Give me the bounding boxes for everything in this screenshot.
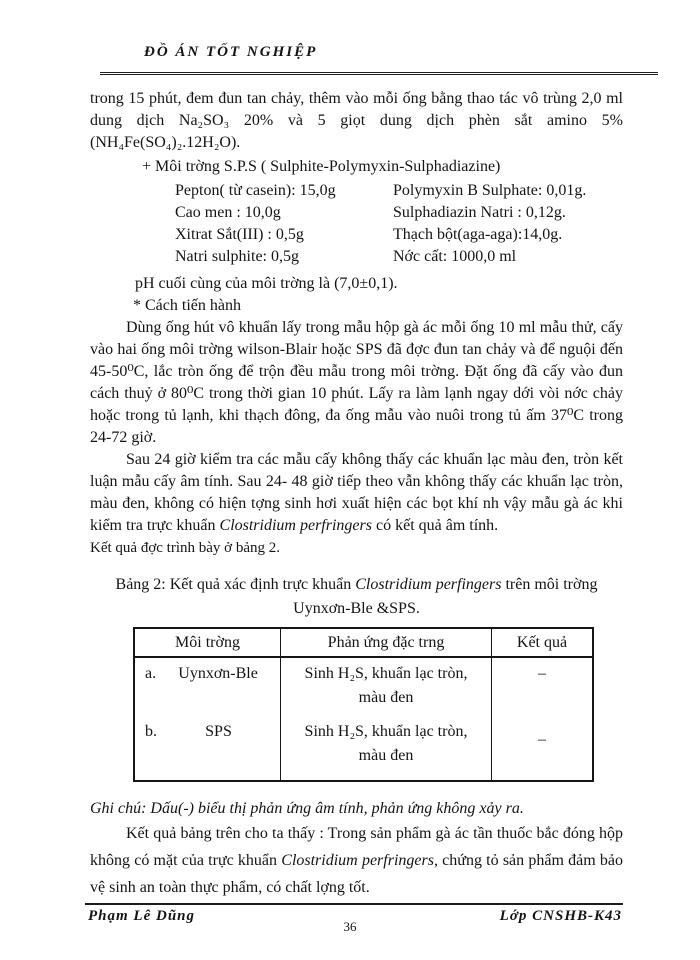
caption-text: Bảng 2: Kết quả xác định trực khuẩn — [115, 576, 356, 593]
medium-name: Uynxơn-Ble — [178, 665, 258, 682]
page-header-title: ĐỒ ÁN TỐT NGHIỆP — [144, 44, 318, 60]
table-caption-line1 — [90, 573, 623, 597]
medium-name: SPS — [205, 723, 232, 740]
results-note-line: Kết quả đợc trình bày ở bảng 2. — [90, 540, 280, 556]
result-negative: – — [538, 665, 546, 682]
results-table — [133, 627, 594, 782]
reaction-line: màu đen — [358, 747, 414, 764]
ingredient-item: Nớc cất: 1000,0 ml — [393, 248, 517, 265]
table-cell-reactions — [281, 658, 492, 780]
page-number: 36 — [343, 919, 357, 934]
ingredient-row — [90, 224, 623, 246]
table-header-medium: Môi trờng — [135, 629, 281, 658]
result-negative: – — [538, 731, 546, 748]
ingredient-list — [90, 180, 623, 268]
header-divider — [100, 72, 658, 75]
footer-class: Lớp CNSHB-K43 — [499, 908, 622, 924]
paragraph-results — [90, 449, 623, 537]
species-name: Clostridium perfringers — [219, 517, 372, 534]
row-label: b. — [145, 723, 157, 740]
paragraph-sample-prep: trong 15 phút, đem đun tan chảy, thêm vào mỗi ống bằng thao tác vô trùng 2,0 ml dung dịch Na₂SO₃ 20% và 5 giọt dung dịch phèn sắt amino 5%(NH₄Fe(SO₄)₂.12H₂O). — [90, 90, 623, 151]
ingredient-item: Natri sulphite: 0,5g — [175, 248, 299, 265]
table-caption — [90, 573, 623, 621]
ph-line: pH cuối cùng của môi trờng là (7,0±0,1). — [135, 275, 398, 292]
paragraph-procedure: Dùng ống hút vô khuẩn lấy trong mẫu hộp gà ác mỗi ống 10 ml mẫu thử, cấy vào hai ống môi trờng wilson-Blair hoặc SPS đã đợc đun tan chảy và để nguội đến 45-50⁰C, lắc tròn ống để trộn đều mẫu trong môi trờng. Đặt ống đã cấy vào đun cách thuỷ ở 80⁰C trong thời gian 10 phút. Lấy ra làm lạnh ngay dới vòi nớc chảy hoặc trong tủ lạnh, khi thạch đông, đa ống mẫu vào nuôi trong tủ ấm 37⁰C trong 24-72 giờ. — [90, 319, 623, 446]
ingredient-row — [90, 180, 623, 202]
table-row-b-medium — [135, 720, 280, 744]
table-header-reaction: Phản ứng đặc trng — [281, 629, 492, 658]
row-spacer — [281, 710, 491, 720]
ingredient-row — [90, 202, 623, 224]
ingredient-item: Polymyxin B Sulphate: 0,01g. — [393, 182, 587, 199]
table-body — [135, 658, 592, 780]
table-caption-line2: Uynxơn-Ble &SPS. — [293, 600, 420, 617]
footer-divider — [85, 903, 623, 905]
ingredient-item: Pepton( từ casein): 15,0g — [175, 182, 336, 199]
paragraph-conclusion — [90, 820, 623, 901]
ingredient-item: Cao men : 10,0g — [175, 204, 281, 221]
sps-medium-line: + Môi trờng S.P.S ( Sulphite-Polymyxin-Sulphadiazine) — [142, 158, 501, 175]
species-name: Clostridium perfingers — [355, 576, 502, 593]
table-header-result: Kết quả — [492, 629, 592, 658]
reaction-line: Sinh H₂S, khuẩn lạc tròn, — [304, 723, 468, 740]
footer-author: Phạm Lê Dũng — [88, 908, 196, 924]
ingredient-item: Thạch bột(aga-aga):14,0g. — [393, 226, 563, 243]
paragraph-results-text: có kết quả âm tính. — [371, 517, 499, 534]
table-cell-results — [492, 658, 592, 780]
paragraph-results-text: Sau 24 giờ kiểm tra các mẫu cấy không thấy các khuẩn lạc màu đen, tròn kết luận mẫu cấy âm tính. Sau 24- 48 giờ tiếp theo vẫn không thấy các khuẩn lạc tròn, màu đen, không có hiện tợng sinh hơi xuất hiện các bọt khí nh vậy mẫu gà ác khi kiểm tra trực khuẩn — [90, 451, 623, 534]
row-label: a. — [145, 665, 157, 682]
reaction-line: Sinh H₂S, khuẩn lạc tròn, — [304, 665, 468, 682]
document-body — [90, 88, 623, 901]
table-row-a-medium — [135, 662, 280, 686]
reaction-line: màu đen — [358, 689, 414, 706]
ingredient-item: Sulphadiazin Natri : 0,12g. — [393, 204, 566, 221]
conclusion-text: , chứng tỏ sản phẩm đảm bảo vệ sinh an toàn thực phẩm, có chất lợng tốt. — [90, 852, 624, 896]
caption-text: trên môi trờng — [501, 576, 598, 593]
table-header-row — [135, 629, 592, 658]
method-heading: * Cách tiến hành — [133, 297, 241, 314]
ingredient-row — [90, 246, 623, 268]
table-cell-media — [135, 658, 281, 780]
table-legend-note: Ghi chú: Dấu(-) biểu thị phản ứng âm tính, phản ứng không xảy ra. — [90, 800, 524, 817]
conclusion-text: Kết quả bảng trên cho ta thấy : Trong sản phẩm gà ác tần thuốc bắc đóng hộp không có mặt của trực khuẩn — [90, 825, 623, 869]
ingredient-item: Xitrat Sắt(III) : 0,5g — [175, 226, 304, 243]
species-name: Clostridium perfringers — [281, 852, 434, 869]
